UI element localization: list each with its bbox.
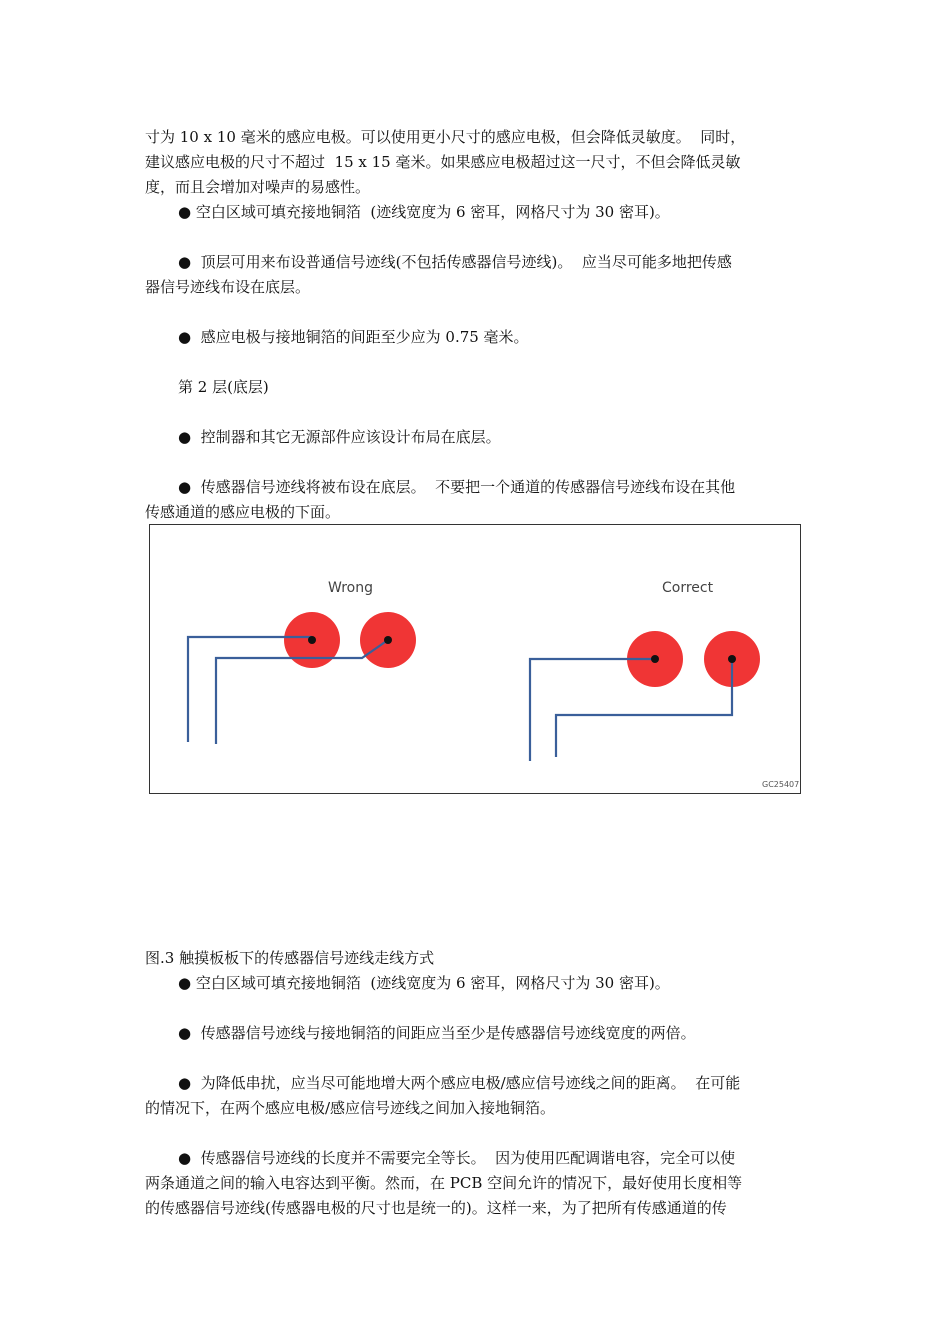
bullet-ground-fill: ● 空白区域可填充接地铜箔 (迹线宽度为 6 密耳，网格尺寸为 30 密耳)。: [178, 203, 670, 221]
paragraph-line: 度，而且会增加对噪声的易感性。: [145, 178, 371, 196]
label-correct: Correct: [662, 580, 714, 596]
bullet-crosstalk: ● 为降低串扰，应当尽可能地增大两个感应电极/感应信号迹线之间的距离。 在可能: [178, 1074, 741, 1092]
figure-code: GC25407: [762, 780, 800, 789]
bullet-trace-gap: ● 传感器信号迹线与接地铜箔的间距应当至少是传感器信号迹线宽度的两倍。: [178, 1024, 696, 1042]
paragraph-line: 建议感应电极的尺寸不超过 15 x 15 毫米。如果感应电极超过这一尺寸，不但会降低灵敏: [145, 153, 741, 171]
bullet-crosstalk-cont: 的情况下，在两个感应电极/感应信号迹线之间加入接地铜箔。: [145, 1099, 556, 1117]
bullet-ground-fill-2: ● 空白区域可填充接地铜箔 (迹线宽度为 6 密耳，网格尺寸为 30 密耳)。: [178, 974, 670, 992]
layer2-heading: 第 2 层(底层): [178, 378, 269, 396]
bullet-top-layer-cont: 器信号迹线布设在底层。: [145, 278, 311, 296]
bullet-trace-length-cont: 两条通道之间的输入电容达到平衡。然而，在 PCB 空间允许的情况下，最好使用长度相等: [145, 1174, 743, 1192]
bullet-spacing: ● 感应电极与接地铜箔的间距至少应为 0.75 毫米。: [178, 328, 529, 346]
bullet-controller: ● 控制器和其它无源部件应该设计布局在底层。: [178, 428, 501, 446]
bullet-trace-length-cont: 的传感器信号迹线(传感器电极的尺寸也是统一的)。这样一来，为了把所有传感通道的传: [145, 1199, 727, 1217]
figure-caption: 图.3 触摸板板下的传感器信号迹线走线方式: [145, 949, 435, 967]
via-correct-1: [651, 655, 659, 663]
bullet-routing: ● 传感器信号迹线将被布设在底层。 不要把一个通道的传感器信号迹线布设在其他: [178, 478, 736, 496]
bullet-trace-length: ● 传感器信号迹线的长度并不需要完全等长。 因为使用匹配调谐电容，完全可以使: [178, 1149, 736, 1167]
label-wrong: Wrong: [328, 580, 373, 596]
via-correct-2: [728, 655, 736, 663]
bullet-routing-cont: 传感通道的感应电极的下面。: [145, 503, 341, 521]
bullet-top-layer: ● 顶层可用来布设普通信号迹线(不包括传感器信号迹线)。 应当尽可能多地把传感: [178, 253, 732, 271]
paragraph-line: 寸为 10 x 10 毫米的感应电极。可以使用更小尺寸的感应电极，但会降低灵敏度。 同时，: [145, 128, 746, 146]
routing-figure: [149, 524, 801, 794]
routing-diagram: [150, 525, 800, 793]
via-wrong-1: [308, 636, 316, 644]
via-wrong-2: [384, 636, 392, 644]
